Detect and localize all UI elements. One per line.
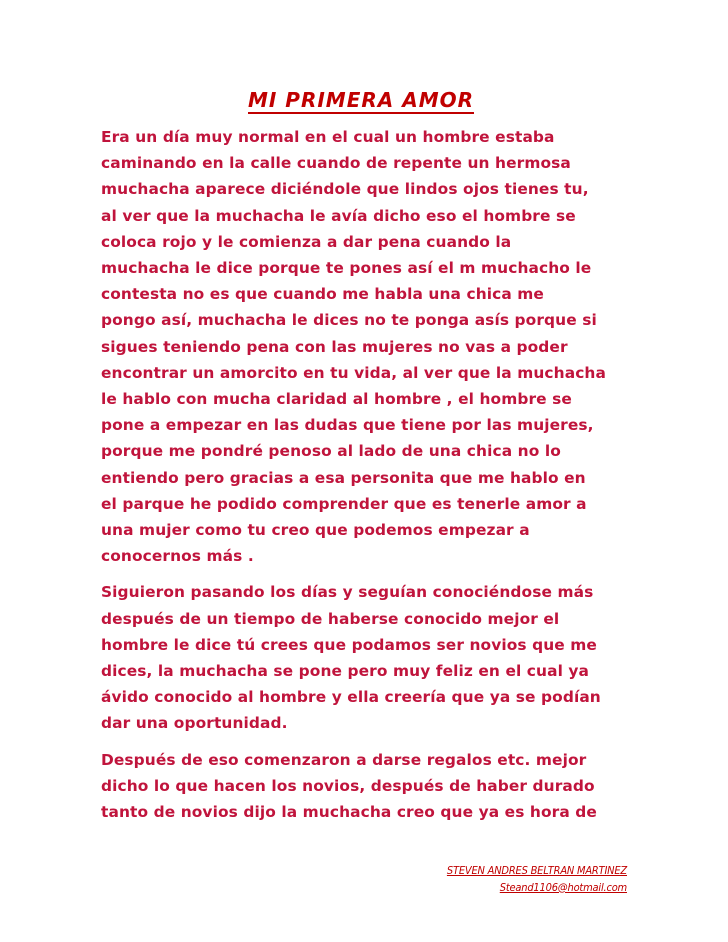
text-line: entiendo pero gracias a esa personita que me hablo en (101, 468, 586, 487)
text-line: sigues teniendo pena con las mujeres no vas a poder (101, 337, 568, 356)
text-line: porque me pondré penoso al lado de una chica no lo (101, 442, 561, 461)
text-line: una mujer como tu creo que podemos empezar a (101, 521, 530, 540)
text-line: dicho lo que hacen los novios, después de haber durado (101, 776, 595, 795)
text-line: encontrar un amorcito en tu vida, al ver que la muchacha (101, 363, 606, 382)
text-line: Era un día muy normal en el cual un hombre estaba (101, 128, 555, 146)
text-line: ávido conocido al hombre y ella creería que ya se podían (101, 688, 601, 707)
text-line: pongo así, muchacha le dices no te ponga asís porque si (101, 311, 597, 330)
text-line: contesta no es que cuando me habla una chica me (101, 285, 544, 304)
text-line: pone a empezar en las dudas que tiene por las mujeres, (101, 416, 594, 435)
text-line: Después de eso comenzaron a darse regalos etc. mejor (101, 750, 587, 769)
text-line: conocernos más . (101, 547, 254, 566)
text-line: le hablo con mucha claridad al hombre , el hombre se (101, 390, 572, 409)
document-body (101, 124, 637, 835)
paragraph-1 (101, 124, 637, 569)
text-line: muchacha aparece diciéndole que lindos ojos tienes tu, (101, 180, 589, 199)
author-email: Steand1106@hotmail.com (499, 881, 627, 894)
text-line: caminando en la calle cuando de repente un hermosa (101, 154, 571, 173)
text-line: hombre le dice tú crees que podamos ser novios que me (101, 635, 597, 654)
paragraph-3 (101, 747, 637, 826)
text-line: el parque he podido comprender que es tenerle amor a (101, 494, 587, 513)
text-line: coloca rojo y le comienza a dar pena cuando la (101, 232, 512, 251)
text-line: al ver que la muchacha le avía dicho eso el hombre se (101, 206, 576, 225)
document-title (0, 86, 728, 114)
document-footer (447, 862, 627, 896)
text-line: dar una oportunidad. (101, 714, 288, 733)
document-title-text: MI PRIMERA AMOR (248, 88, 474, 112)
text-line: muchacha le dice porque te pones así el m muchacho le (101, 259, 592, 278)
text-line: tanto de novios dijo la muchacha creo que ya es hora de (101, 803, 597, 822)
text-line: dices, la muchacha se pone pero muy feliz en el cual ya (101, 662, 590, 681)
paragraph-2 (101, 579, 637, 736)
author-name: STEVEN ANDRES BELTRAN MARTINEZ (446, 864, 627, 877)
text-line: después de un tiempo de haberse conocido mejor el (101, 609, 560, 628)
text-line: Siguieron pasando los días y seguían conociéndose más (101, 583, 594, 602)
